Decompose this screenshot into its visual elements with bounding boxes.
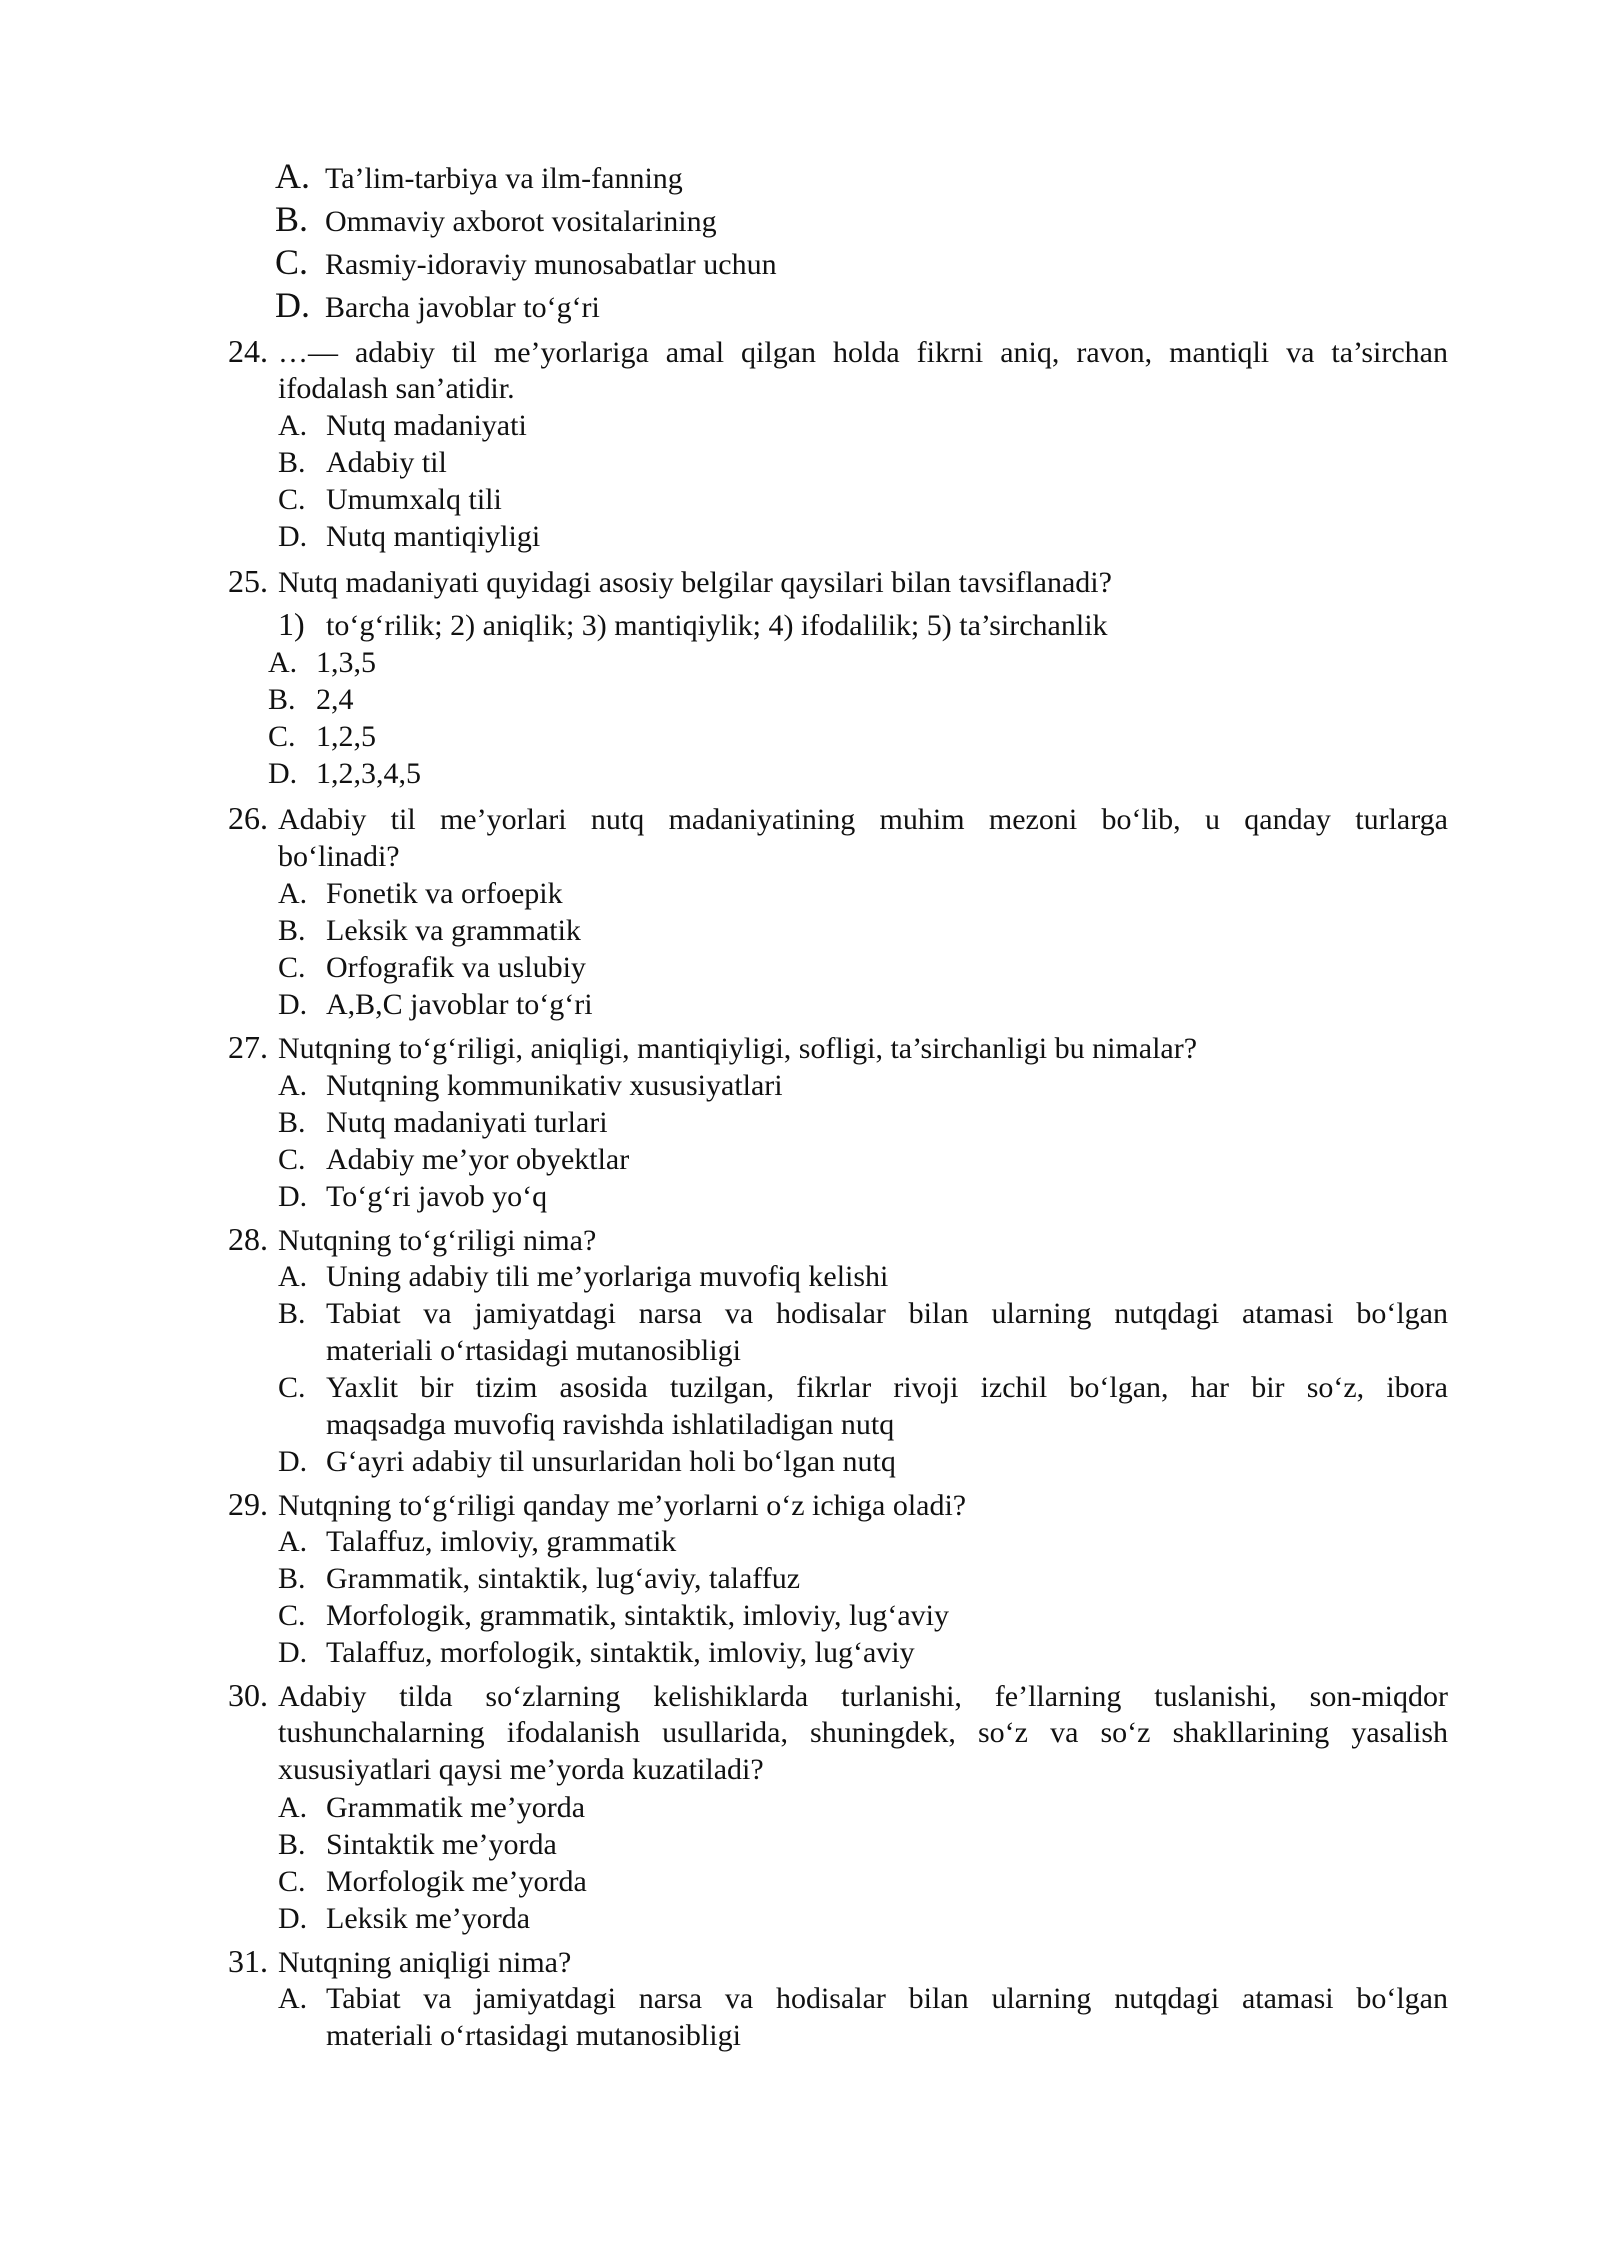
option-letter: B. xyxy=(278,446,306,479)
q25-option-c xyxy=(268,719,376,755)
option-text-line1: Tabiat va jamiyatdagi narsa va hodisalar bilan ularning nutqdagi atamasi bo‘lgan xyxy=(326,1297,1448,1330)
q23-option-d xyxy=(275,287,600,326)
q25-option-a xyxy=(268,645,376,681)
option-text: 1,3,5 xyxy=(316,646,376,679)
option-text: Grammatik, sintaktik, lug‘aviy, talaffuz xyxy=(326,1562,801,1595)
q28-option-b xyxy=(278,1296,1448,1332)
option-text: Sintaktik me’yorda xyxy=(326,1828,557,1861)
option-text: Barcha javoblar to‘g‘ri xyxy=(325,291,600,324)
option-text: Nutq madaniyati turlari xyxy=(326,1106,608,1139)
question-text: Nutqning to‘g‘riligi qanday me’yorlarni o‘z ichiga oladi? xyxy=(278,1489,967,1522)
option-letter: D. xyxy=(278,520,308,553)
option-text: Morfologik, grammatik, sintaktik, imloviy, lug‘aviy xyxy=(326,1599,949,1632)
option-letter: D. xyxy=(278,1445,308,1478)
q31-question xyxy=(228,1943,571,1981)
q28-option-c-line2: maqsadga muvofiq ravishda ishlatiladigan nutq xyxy=(326,1408,895,1441)
q24-question xyxy=(228,333,1448,371)
option-letter: A. xyxy=(268,646,298,679)
option-text-line1: Tabiat va jamiyatdagi narsa va hodisalar bilan ularning nutqdagi atamasi bo‘lgan xyxy=(326,1982,1448,2015)
q29-option-b xyxy=(278,1561,800,1597)
q29-question xyxy=(228,1486,966,1524)
option-letter: A. xyxy=(278,877,308,910)
option-text: Nutqning kommunikativ xususiyatlari xyxy=(326,1069,783,1102)
option-letter: D. xyxy=(268,757,298,790)
option-letter: A. xyxy=(278,1982,308,2015)
option-letter: A. xyxy=(278,1525,308,1558)
question-text-line1: …— adabiy til me’yorlariga amal qilgan holda fikrni aniq, ravon, mantiqli va ta’sirchan xyxy=(278,336,1448,369)
q24-option-a xyxy=(278,408,527,444)
q29-option-d xyxy=(278,1635,915,1671)
option-text: Umumxalq tili xyxy=(326,483,502,516)
q24-option-c xyxy=(278,482,502,518)
option-text: Orfografik va uslubiy xyxy=(326,951,586,984)
sub-text: to‘g‘rilik; 2) aniqlik; 3) mantiqiylik; 4) ifodalilik; 5) ta’sirchanlik xyxy=(326,609,1108,642)
q28-option-c xyxy=(278,1370,1448,1406)
option-letter: A. xyxy=(278,1069,308,1102)
option-letter: C. xyxy=(278,483,306,516)
q25-option-b xyxy=(268,682,354,718)
option-letter: D. xyxy=(278,1636,308,1669)
option-text: Nutq madaniyati xyxy=(326,409,527,442)
option-letter: C. xyxy=(278,951,306,984)
q28-question xyxy=(228,1221,596,1259)
q26-option-d xyxy=(278,987,593,1023)
option-text: 1,2,5 xyxy=(316,720,376,753)
option-letter: B. xyxy=(278,1828,306,1861)
question-text-line1: Adabiy tilda so‘zlarning kelishiklarda turlanishi, fe’llarning tuslanishi, son-miqdor xyxy=(278,1680,1448,1713)
option-text: Adabiy me’yor obyektlar xyxy=(326,1143,630,1176)
option-letter: C. xyxy=(278,1865,306,1898)
q30-option-b xyxy=(278,1827,557,1863)
q23-option-a xyxy=(275,158,683,197)
question-text: Nutqning to‘g‘riligi, aniqligi, mantiqiyligi, sofligi, ta’sirchanligi bu nimalar? xyxy=(278,1032,1198,1065)
option-text: Rasmiy-idoraviy munosabatlar uchun xyxy=(325,248,777,281)
q28-option-a xyxy=(278,1259,888,1295)
option-letter: B. xyxy=(278,914,306,947)
question-number: 25. xyxy=(228,563,268,599)
q27-question xyxy=(228,1029,1197,1067)
option-text: Ta’lim-tarbiya va ilm-fanning xyxy=(325,162,683,195)
q30-question-line2: tushunchalarning ifodalanish usullarida, shuningdek, so‘z va so‘z shakllarining yasalish xyxy=(278,1716,1448,1749)
q29-option-c xyxy=(278,1598,949,1634)
q27-option-c xyxy=(278,1142,629,1178)
option-text: Uning adabiy tili me’yorlariga muvofiq kelishi xyxy=(326,1260,889,1293)
question-text-line1: Adabiy til me’yorlari nutq madaniyatining muhim mezoni bo‘lib, u qanday turlarga xyxy=(278,803,1448,836)
option-text: Leksik me’yorda xyxy=(326,1902,531,1935)
option-text: Ommaviy axborot vositalarining xyxy=(325,205,717,238)
option-text: Leksik va grammatik xyxy=(326,914,581,947)
q26-question-line2: bo‘linadi? xyxy=(278,840,400,873)
q30-question xyxy=(228,1677,1448,1715)
q30-option-a xyxy=(278,1790,585,1826)
option-letter: B. xyxy=(278,1297,306,1330)
q30-question-line3: xususiyatlari qaysi me’yorda kuzatiladi? xyxy=(278,1753,764,1786)
question-text: Nutq madaniyati quyidagi asosiy belgilar qaysilari bilan tavsiflanadi? xyxy=(278,566,1112,599)
option-letter: A. xyxy=(278,1791,308,1824)
option-letter: C. xyxy=(275,242,309,282)
option-letter: B. xyxy=(278,1106,306,1139)
q26-option-b xyxy=(278,913,581,949)
q30-option-c xyxy=(278,1864,587,1900)
option-text: Talaffuz, imloviy, grammatik xyxy=(326,1525,677,1558)
option-letter: A. xyxy=(275,156,310,196)
q26-question xyxy=(228,800,1448,838)
q25-sub-list xyxy=(278,606,1108,644)
option-letter: D. xyxy=(278,1180,308,1213)
option-letter: C. xyxy=(278,1599,306,1632)
option-letter: C. xyxy=(278,1371,306,1404)
q24-question-line2: ifodalash san’atidir. xyxy=(278,372,515,405)
q26-option-c xyxy=(278,950,586,986)
question-number: 27. xyxy=(228,1029,268,1065)
q23-option-b xyxy=(275,201,717,240)
q27-option-a xyxy=(278,1068,783,1104)
option-text: Fonetik va orfoepik xyxy=(326,877,563,910)
option-text: 1,2,3,4,5 xyxy=(316,757,421,790)
option-text: G‘ayri adabiy til unsurlaridan holi bo‘lgan nutq xyxy=(326,1445,896,1478)
option-text: Morfologik me’yorda xyxy=(326,1865,587,1898)
question-number: 30. xyxy=(228,1677,268,1713)
q24-option-b xyxy=(278,445,447,481)
option-letter: D. xyxy=(278,1902,308,1935)
option-text: Adabiy til xyxy=(326,446,447,479)
option-letter: D. xyxy=(278,988,308,1021)
q28-option-b-line2: materiali o‘rtasidagi mutanosibligi xyxy=(326,1334,741,1367)
q31-option-a xyxy=(278,1981,1448,2017)
q25-option-d xyxy=(268,756,421,792)
option-letter: C. xyxy=(278,1143,306,1176)
question-number: 24. xyxy=(228,333,268,369)
option-text: Nutq mantiqiyligi xyxy=(326,520,541,553)
option-text: To‘g‘ri javob yo‘q xyxy=(326,1180,548,1213)
q25-question xyxy=(228,563,1112,601)
q24-option-d xyxy=(278,519,540,555)
q27-option-d xyxy=(278,1179,547,1215)
question-number: 29. xyxy=(228,1486,268,1522)
question-text: Nutqning aniqligi nima? xyxy=(278,1946,572,1979)
option-text: Talaffuz, morfologik, sintaktik, imloviy, lug‘aviy xyxy=(326,1636,915,1669)
q29-option-a xyxy=(278,1524,676,1560)
option-text: 2,4 xyxy=(316,683,354,716)
option-letter: A. xyxy=(278,1260,308,1293)
option-letter: A. xyxy=(278,409,308,442)
q23-option-c xyxy=(275,244,777,283)
q30-option-d xyxy=(278,1901,530,1937)
option-letter: B. xyxy=(268,683,296,716)
q31-option-a-line2: materiali o‘rtasidagi mutanosibligi xyxy=(326,2019,741,2052)
option-letter: C. xyxy=(268,720,296,753)
question-text: Nutqning to‘g‘riligi nima? xyxy=(278,1224,597,1257)
question-number: 26. xyxy=(228,800,268,836)
option-text-line1: Yaxlit bir tizim asosida tuzilgan, fikrlar rivoji izchil bo‘lgan, har bir so‘z, ibora xyxy=(326,1371,1448,1404)
sub-number: 1) xyxy=(278,606,305,642)
option-letter: B. xyxy=(278,1562,306,1595)
q27-option-b xyxy=(278,1105,608,1141)
option-text: A,B,C javoblar to‘g‘ri xyxy=(326,988,593,1021)
q26-option-a xyxy=(278,876,563,912)
option-letter: B. xyxy=(275,199,309,239)
question-number: 28. xyxy=(228,1221,268,1257)
option-letter: D. xyxy=(275,285,310,325)
option-text: Grammatik me’yorda xyxy=(326,1791,586,1824)
q28-option-d xyxy=(278,1444,896,1480)
question-number: 31. xyxy=(228,1943,268,1979)
